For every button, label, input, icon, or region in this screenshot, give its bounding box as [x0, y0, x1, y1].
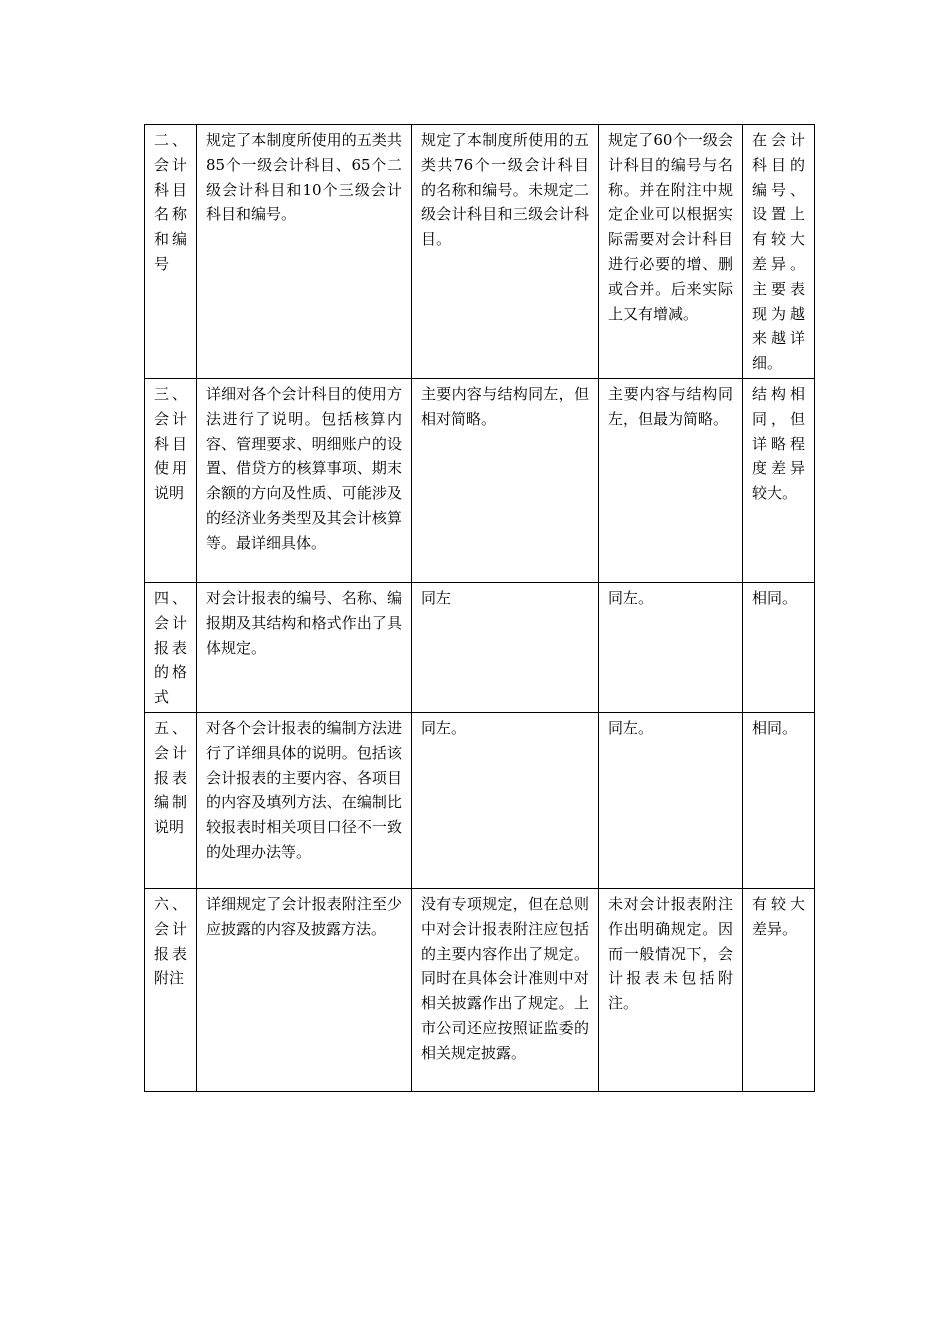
table-row	[145, 125, 815, 379]
difference-cell: 结构相同，但详略程度差异较大。	[743, 378, 815, 582]
system-c-cell: 同左。	[599, 712, 743, 888]
row-item-cell: 三、会计科目使用说明	[145, 378, 197, 582]
system-b-cell: 主要内容与结构同左，但相对简略。	[412, 378, 599, 582]
difference-cell: 有较大差异。	[743, 888, 815, 1091]
system-b-cell: 同左。	[412, 712, 599, 888]
row-item-cell: 四、会计报表的格式	[145, 582, 197, 712]
system-b-cell: 规定了本制度所使用的五类共76个一级会计科目的名称和编号。未规定二级会计科目和三级会计科目。	[412, 125, 599, 379]
difference-cell: 相同。	[743, 712, 815, 888]
row-item-cell: 五、会计报表编制说明	[145, 712, 197, 888]
row-item-cell: 二、会计科目名称和编号	[145, 125, 197, 379]
table-row	[145, 888, 815, 1091]
system-c-cell: 同左。	[599, 582, 743, 712]
row-item-cell: 六、会计报表附注	[145, 888, 197, 1091]
system-b-cell: 同左	[412, 582, 599, 712]
table-row	[145, 582, 815, 712]
difference-cell: 相同。	[743, 582, 815, 712]
system-b-cell: 没有专项规定，但在总则中对会计报表附注应包括的主要内容作出了规定。同时在具体会计准则中对相关披露作出了规定。上市公司还应按照证监委的相关规定披露。	[412, 888, 599, 1091]
system-a-cell: 详细对各个会计科目的使用方法进行了说明。包括核算内容、管理要求、明细账户的设置、借贷方的核算事项、期末余额的方向及性质、可能涉及的经济业务类型及其会计核算等。最详细具体。	[197, 378, 412, 582]
table-row	[145, 378, 815, 582]
system-c-cell: 规定了60个一级会计科目的编号与名称。并在附注中规定企业可以根据实际需要对会计科目进行必要的增、删或合并。后来实际上又有增减。	[599, 125, 743, 379]
table-row	[145, 712, 815, 888]
system-a-cell: 规定了本制度所使用的五类共85个一级会计科目、65个二级会计科目和10个三级会计科目和编号。	[197, 125, 412, 379]
comparison-table	[144, 124, 815, 1092]
system-c-cell: 主要内容与结构同左，但最为简略。	[599, 378, 743, 582]
difference-cell: 在会计科目的编号、设置上有较大差异。主要表现为越来越详细。	[743, 125, 815, 379]
system-a-cell: 对会计报表的编号、名称、编报期及其结构和格式作出了具体规定。	[197, 582, 412, 712]
system-a-cell: 详细规定了会计报表附注至少应披露的内容及披露方法。	[197, 888, 412, 1091]
system-a-cell: 对各个会计报表的编制方法进行了详细具体的说明。包括该会计报表的主要内容、各项目的内容及填列方法、在编制比较报表时相关项目口径不一致的处理办法等。	[197, 712, 412, 888]
system-c-cell: 未对会计报表附注作出明确规定。因而一般情况下，会计报表未包括附注。	[599, 888, 743, 1091]
